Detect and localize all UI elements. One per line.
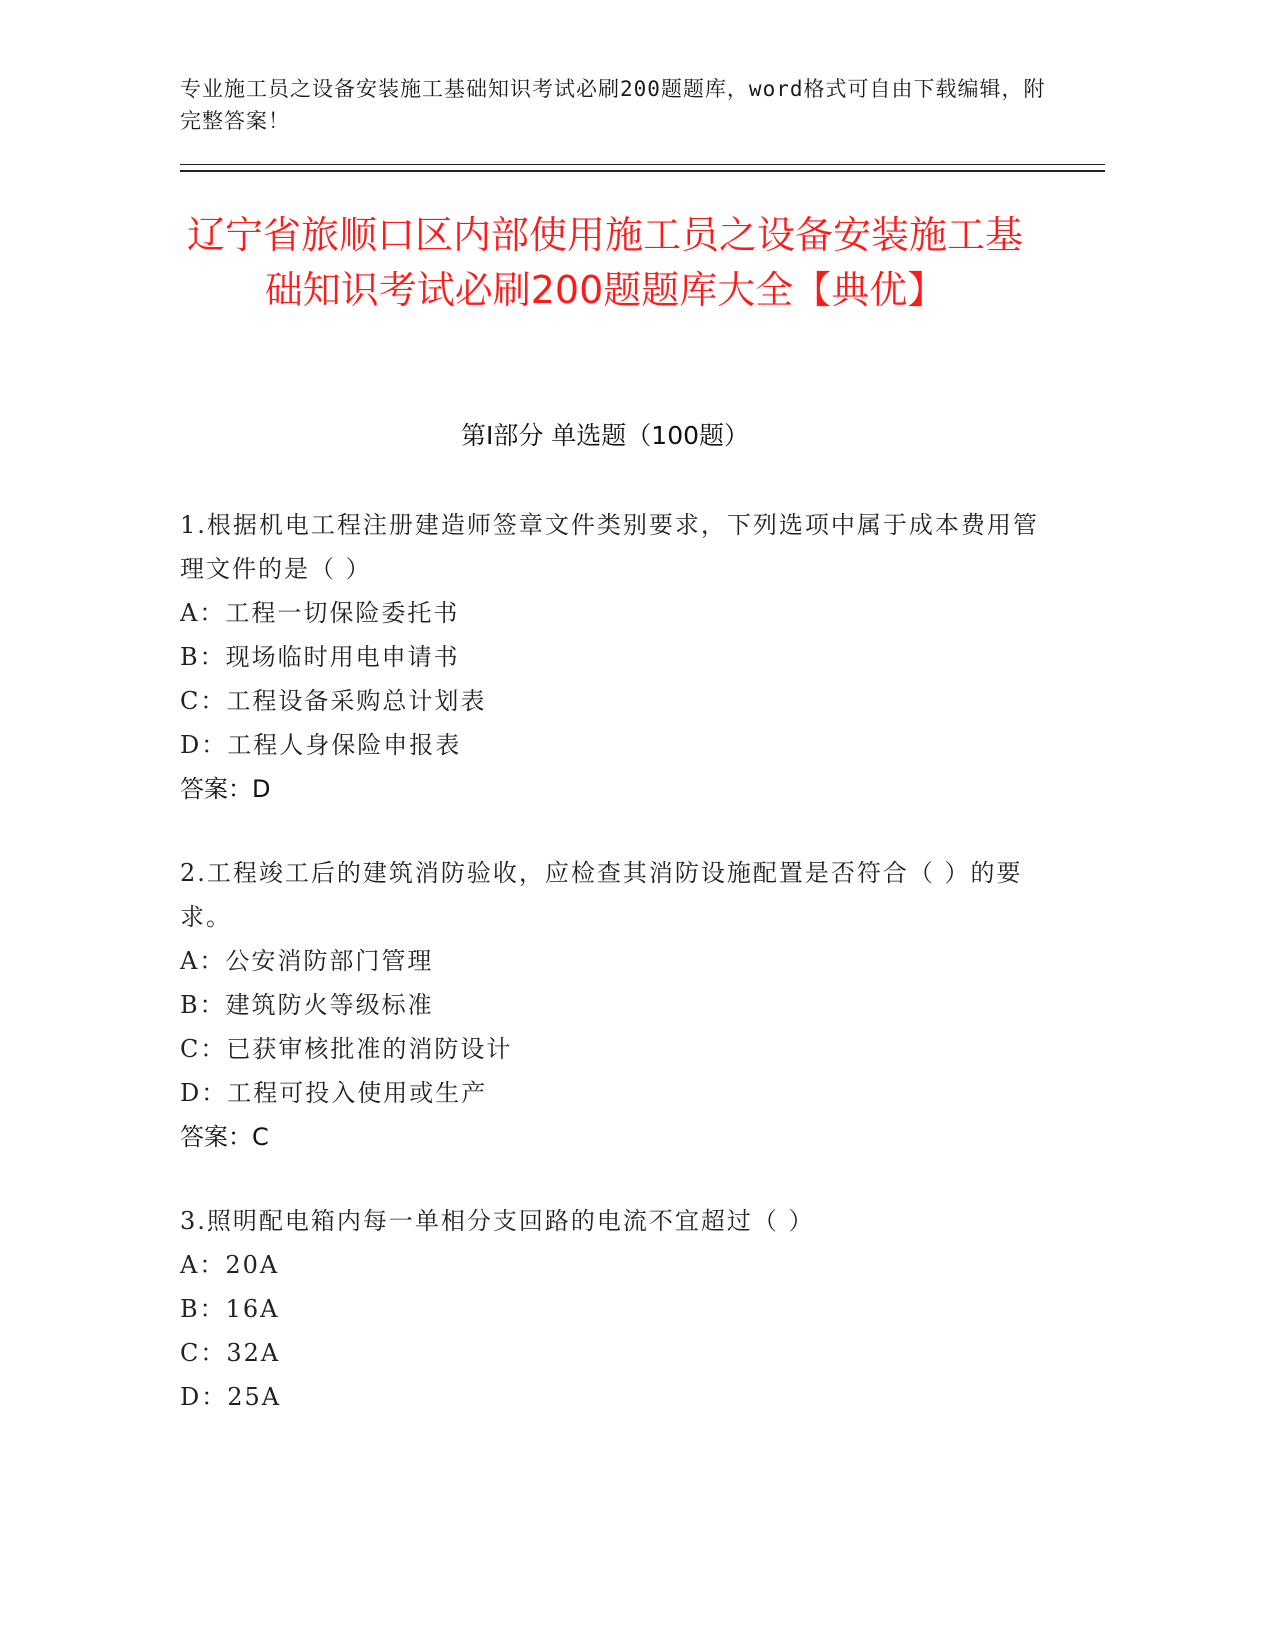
question-3 [180,1199,1040,1419]
question-2 [180,851,1040,1159]
option-a: A：公安消防部门管理 [180,947,434,975]
header-divider-thick [180,170,1105,172]
section-heading: 第Ⅰ部分 单选题（100题） [460,421,750,450]
header-note: 专业施工员之设备安装施工基础知识考试必刷200题题库，word格式可自由下载编辑，附完整答案！ [180,77,1046,133]
option-b: B：建筑防火等级标准 [180,991,434,1019]
option-c: C：工程设备采购总计划表 [180,687,487,715]
question-1 [180,503,1040,811]
option-b: B：现场临时用电申请书 [180,643,460,671]
answer-label: 答案：C [180,1123,269,1151]
question-stem: 2.工程竣工后的建筑消防验收，应检查其消防设施配置是否符合（ ）的要求。 [180,859,1023,931]
answer-label: 答案：D [180,775,271,803]
option-a: A：工程一切保险委托书 [180,599,460,627]
header-divider-thin [180,164,1105,165]
option-d: D：工程可投入使用或生产 [180,1079,488,1107]
option-d: D：工程人身保险申报表 [180,731,462,759]
option-c: C：32A [180,1339,281,1367]
question-stem: 3.照明配电箱内每一单相分支回路的电流不宜超过（ ） [180,1207,815,1235]
question-stem: 1.根据机电工程注册建造师签章文件类别要求，下列选项中属于成本费用管理文件的是（ ） [180,511,1039,583]
option-a: A：20A [180,1251,280,1279]
option-d: D：25A [180,1383,282,1411]
option-b: B：16A [180,1295,280,1323]
option-c: C：已获审核批准的消防设计 [180,1035,513,1063]
document-title: 辽宁省旅顺口区内部使用施工员之设备安装施工基础知识考试必刷200题题库大全【典优】 [186,213,1023,312]
